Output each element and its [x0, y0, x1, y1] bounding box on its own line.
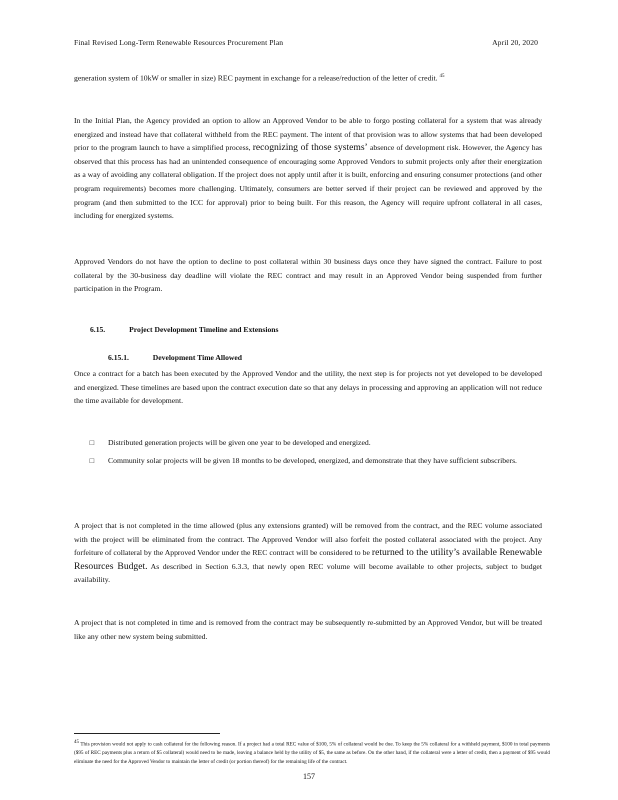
running-header-title: Final Revised Long-Term Renewable Resources Procurement Plan	[74, 38, 284, 47]
running-header-date: April 20, 2020	[492, 38, 538, 47]
section-heading-6-15	[90, 325, 278, 334]
paragraph-project-removal	[74, 519, 542, 587]
section-title: Development Time Allowed	[152, 353, 242, 362]
footnote-text: This provision would not apply to cash collateral for the following reason. If a project had a total REC value of $100, 5% of collateral would be due. To keep the 5% collateral for a withheld payment, $100 in total payments ($95 of REC payments plus a return of $5 collateral) would need to be made, leaving a balance held by the utility of $5, the same as before. On the other hand, if the collateral were a letter of credit, then a payment of $95 would eliminate the need for the Approved Vendor to maintain the letter of credit (or portion thereof) for the remaining life of the contract.	[74, 741, 550, 765]
list-item-text: Distributed generation projects will be given one year to be developed and energized.	[108, 438, 371, 447]
list-item	[88, 454, 528, 468]
paragraph-resubmission: A project that is not completed in time and is removed from the contract may be subsequently re-submitted by an Approved Vendor, but will be treated like any other new system being submitted.	[74, 618, 542, 641]
section-heading-6-15-1	[108, 353, 242, 362]
paragraph-text: As described in Section 6.3.3, that newly open REC volume will become available to other projects, subject to budget availability.	[74, 561, 542, 585]
footnote	[74, 739, 550, 766]
section-number: 6.15.1.	[108, 353, 129, 362]
checkbox-bullet-icon: □	[89, 455, 95, 465]
footnote-divider	[74, 733, 220, 734]
paragraph-text: A project that is not completed in the time allowed (plus any extensions granted) will be removed from the contract, and the REC volume associated with the project will be eliminated from the contract. The Approved Vendor will also forfeit the posted collateral associated with the project. Any forfeiture of collateral by the Approved Vendor under the REC contract will be considered to be	[74, 521, 542, 558]
footnote-ref: 45	[439, 74, 445, 79]
paragraph-collateral-release	[74, 70, 542, 85]
paragraph-development-time: Once a contract for a batch has been executed by the Approved Vendor and the utility, the next step is for projects not yet developed to be developed and energized. These timelines are based upon the contract execution date so that any delays in processing and approving an application will not reduce the time available for development.	[74, 369, 542, 406]
section-number: 6.15.	[90, 325, 106, 334]
section-title: Project Development Timeline and Extensions	[129, 325, 279, 334]
paragraph-posting-deadline: Approved Vendors do not have the option to decline to post collateral within 30 business days once they have signed the contract. Failure to post collateral by the 30-business day deadline will violate the REC contract and may result in an Approved Vendor being suspended from further participation in the Program.	[74, 257, 542, 294]
paragraph-text-large: recognizing of those systems’	[252, 142, 368, 154]
page-number: 157	[303, 772, 315, 781]
list-item-text: Community solar projects will be given 18 months to be developed, energized, and demonstrate that they have sufficient subscribers.	[108, 455, 517, 465]
paragraph-text: In the Initial Plan, the Agency provided an option to allow an Approved Vendor to be able to forgo posting collateral for a system that was already energized and instead have that collateral withheld from the REC payment. The intent of that provision was to allow systems that had been developed prior to the program launch to have a simplified process,	[74, 116, 542, 153]
paragraph-text-large: returned to the utility’s available Renewable Resources Budget.	[74, 547, 542, 572]
paragraph-text: absence of development risk. However, the Agency has observed that this process has had an unintended consequence of encouraging some Approved Vendors to submit projects only after their energization as a way of avoiding any collateral obligation. If the project does not apply until after it is built, enforcing and ensuring consumer protections (and other program requirements) becomes more challenging. Ultimately, consumers are better served if their project can be reviewed and approved by the program (and then submitted to the ICC for approval) prior to being built. For this reason, the Agency will require upfront collateral in all cases, including for energized systems.	[74, 143, 542, 221]
footnote-number: 45	[74, 740, 79, 745]
paragraph-text: generation system of 10kW or smaller in size) REC payment in exchange for a release/reduction of the letter of credit.	[74, 73, 438, 83]
list-item	[88, 436, 528, 450]
checkbox-bullet-icon: □	[89, 438, 95, 447]
paragraph-initial-plan	[74, 114, 542, 223]
development-timeline-list	[88, 436, 528, 471]
